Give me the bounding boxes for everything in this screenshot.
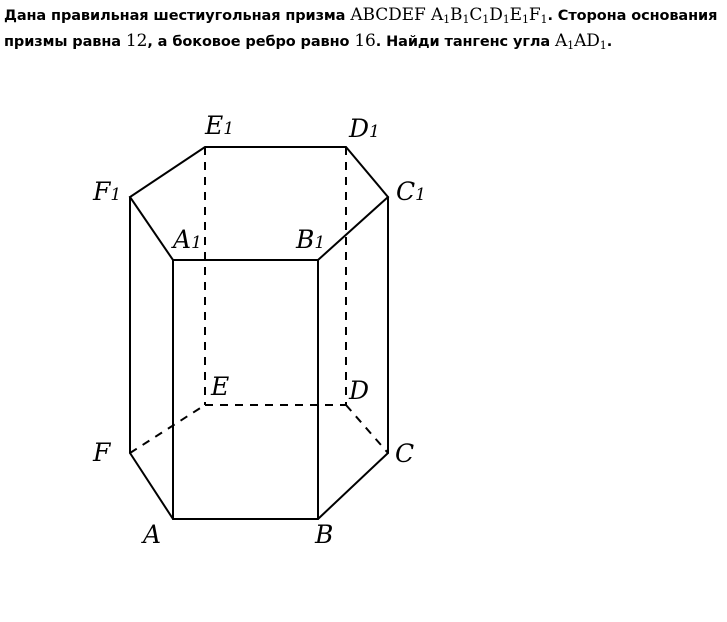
problem-text-part: . bbox=[606, 34, 613, 50]
edge-FE bbox=[130, 405, 205, 453]
edge-DC bbox=[346, 405, 388, 453]
label-A1: A1 bbox=[173, 225, 202, 254]
problem-text-part: , а боковое ребро равно bbox=[147, 34, 355, 50]
label-D1: D1 bbox=[349, 114, 380, 143]
label-E: E bbox=[211, 372, 230, 401]
base-side-value: 12 bbox=[125, 31, 148, 51]
edge-BC bbox=[318, 453, 388, 519]
problem-text-part: . Найди тангенс угла bbox=[375, 34, 555, 50]
label-A: A bbox=[143, 520, 162, 549]
problem-text-part: . Сторона основания призмы равна bbox=[4, 8, 718, 50]
label-C: C bbox=[395, 439, 415, 468]
lateral-edge-value: 16 bbox=[354, 31, 376, 51]
label-E1: E1 bbox=[205, 111, 235, 140]
label-F: F bbox=[93, 438, 111, 467]
label-B: B bbox=[315, 520, 334, 549]
visible-edges bbox=[130, 147, 388, 519]
hidden-edges bbox=[130, 147, 388, 453]
prism-notation: ABCDEF $A_1B_1C_1D_1E_1F_1$ bbox=[350, 5, 548, 26]
problem-text-part: Дана правильная шестиугольная призма bbox=[4, 8, 351, 24]
label-B1: B1 bbox=[296, 225, 326, 254]
angle-notation: $A_1AD_1$ bbox=[554, 31, 607, 52]
top-hexagon bbox=[130, 147, 388, 260]
vertex-labels bbox=[92, 111, 426, 549]
label-D: D bbox=[349, 376, 370, 405]
label-F1: F1 bbox=[93, 177, 122, 206]
edge-FA bbox=[130, 453, 173, 519]
label-C1: C1 bbox=[396, 177, 426, 206]
